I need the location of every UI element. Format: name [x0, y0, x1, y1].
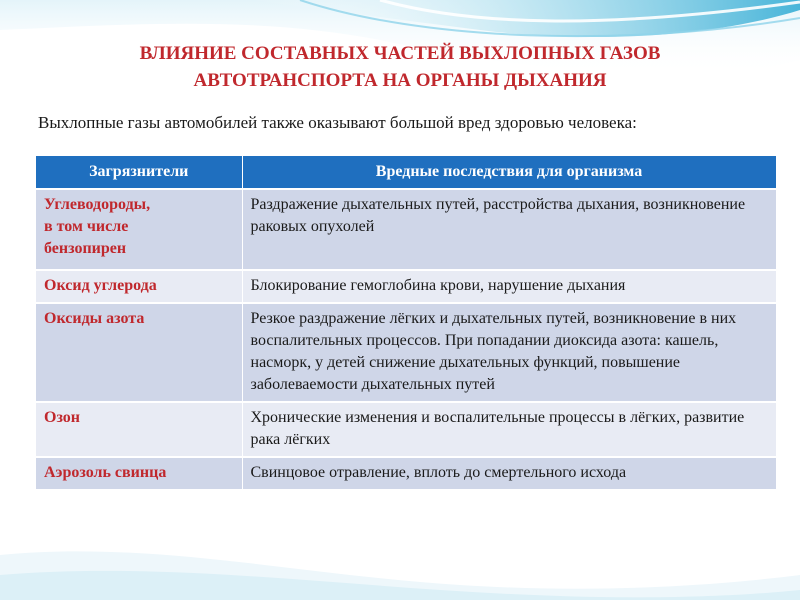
effect-cell: Резкое раздражение лёгких и дыхательных путей, возникновение в них воспалительных процессов. При попадании диоксида азота: кашель, насморк, у детей снижение дыхательных функций, повышение заболеваемости дыхательных путей [242, 303, 776, 402]
pollutant-cell [36, 402, 242, 457]
pollutant-cell [36, 270, 242, 303]
pollutant-name: Оксид углерода [44, 277, 157, 294]
pollutant-name: бензопирен [44, 240, 127, 257]
pollutant-cell [36, 303, 242, 402]
effect-cell: Хронические изменения и воспалительные процессы в лёгких, развитие рака лёгких [242, 402, 776, 457]
table-row [36, 270, 776, 303]
pollutant-name: Аэрозоль свинца [44, 464, 167, 481]
table-row [36, 303, 776, 402]
slide-title [40, 40, 760, 94]
effect-cell: Блокирование гемоглобина крови, нарушение дыхания [242, 270, 776, 303]
effect-cell: Свинцовое отравление, вплоть до смертельного исхода [242, 457, 776, 489]
pollutant-name: Углеводороды, [44, 196, 151, 213]
slide-title-line-1: ВЛИЯНИЕ СОСТАВНЫХ ЧАСТЕЙ ВЫХЛОПНЫХ ГАЗОВ [139, 43, 661, 64]
pollutant-name: в том числе [44, 218, 129, 235]
header-effects: Вредные последствия для организма [242, 156, 776, 189]
pollutant-cell [36, 189, 242, 270]
table-row [36, 189, 776, 270]
pollutants-table [36, 156, 777, 489]
table-header-row [36, 156, 776, 189]
table-row [36, 402, 776, 457]
intro-text: Выхлопные газы автомобилей также оказывают большой вред здоровью человека: [38, 113, 637, 132]
table-row [36, 457, 776, 489]
pollutant-name: Оксиды азота [44, 310, 145, 327]
header-pollutants: Загрязнители [36, 156, 242, 189]
effect-cell: Раздражение дыхательных путей, расстройства дыхания, возникновение раковых опухолей [242, 189, 776, 270]
slide-title-line-2: АВТОТРАНСПОРТА НА ОРГАНЫ ДЫХАНИЯ [193, 70, 607, 91]
pollutant-cell [36, 457, 242, 489]
pollutant-name: Озон [44, 409, 80, 426]
